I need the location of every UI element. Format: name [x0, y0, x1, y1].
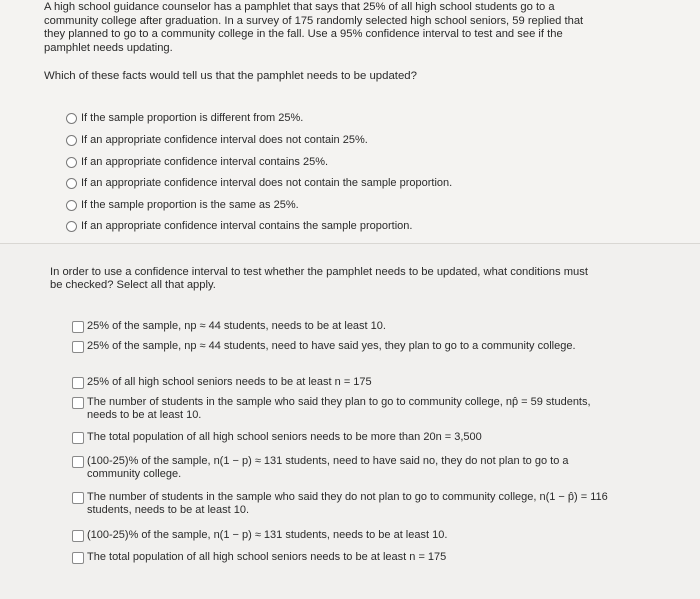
- radio-option-6[interactable]: [66, 220, 412, 233]
- checkbox-icon[interactable]: [72, 432, 84, 444]
- checkbox-option-4[interactable]: [72, 396, 612, 421]
- question-1-panel: [0, 0, 700, 244]
- checkbox-option-8[interactable]: [72, 529, 612, 542]
- question-2-panel: [0, 244, 700, 599]
- radio-option-4[interactable]: [66, 177, 452, 190]
- radio-option-label: If the sample proportion is different from 25%.: [81, 112, 304, 124]
- checkbox-option-label: 25% of all high school seniors needs to be at least n = 175: [87, 376, 372, 388]
- checkbox-icon[interactable]: [72, 377, 84, 389]
- radio-option-label: If an appropriate confidence interval contains 25%.: [81, 156, 329, 168]
- checkbox-option-7[interactable]: [72, 491, 612, 516]
- radio-button-icon[interactable]: [66, 178, 77, 189]
- checkbox-option-label: The total population of all high school seniors needs to be more than 20n = 3,500: [87, 431, 482, 443]
- checkbox-option-3[interactable]: [72, 376, 612, 389]
- checkbox-option-label: (100-25)% of the sample, n(1 − p) ≈ 131 students, needs to be at least 10.: [87, 529, 448, 541]
- checkbox-option-label: 25% of the sample, np ≈ 44 students, needs to be at least 10.: [87, 320, 386, 332]
- radio-option-label: If an appropriate confidence interval does not contain the sample proportion.: [81, 177, 453, 189]
- checkbox-option-label: The total population of all high school seniors needs to be at least n = 175: [87, 551, 447, 563]
- radio-button-icon[interactable]: [66, 157, 77, 168]
- checkbox-option-2[interactable]: [72, 340, 612, 353]
- radio-option-2[interactable]: [66, 134, 368, 147]
- radio-option-3[interactable]: [66, 156, 328, 169]
- checkbox-icon[interactable]: [72, 341, 84, 353]
- radio-button-icon[interactable]: [66, 200, 77, 211]
- radio-option-label: If an appropriate confidence interval does not contain 25%.: [81, 134, 368, 146]
- checkbox-icon[interactable]: [72, 492, 84, 504]
- checkbox-option-label: The number of students in the sample who said they plan to go to community college, np̂ = 59 students, needs to be at least 10.: [87, 396, 591, 421]
- question-2-prompt: In order to use a confidence interval to test whether the pamphlet needs to be updated, what conditions must be checked? Select all that apply.: [50, 266, 588, 291]
- radio-button-icon[interactable]: [66, 113, 77, 124]
- checkbox-option-9[interactable]: [72, 551, 612, 564]
- question-1-intro: A high school guidance counselor has a pamphlet that says that 25% of all high school students go to a community college after graduation. In a survey of 175 randomly selected high school seniors, 59 replied that they planned to go to a community college in the fall. Use a 95% confidence interval to test and see if the pamphlet needs updating.: [44, 1, 584, 54]
- checkbox-option-1[interactable]: [72, 320, 612, 333]
- radio-button-icon[interactable]: [66, 221, 77, 232]
- radio-option-1[interactable]: [66, 112, 303, 125]
- checkbox-icon[interactable]: [72, 530, 84, 542]
- radio-option-5[interactable]: [66, 199, 299, 212]
- question-1-prompt: Which of these facts would tell us that the pamphlet needs to be updated?: [44, 70, 417, 82]
- radio-option-label: If the sample proportion is the same as 25%.: [81, 199, 299, 211]
- checkbox-icon[interactable]: [72, 397, 84, 409]
- checkbox-icon[interactable]: [72, 552, 84, 564]
- radio-button-icon[interactable]: [66, 135, 77, 146]
- radio-option-label: If an appropriate confidence interval contains the sample proportion.: [81, 220, 413, 232]
- checkbox-option-5[interactable]: [72, 431, 612, 444]
- checkbox-option-6[interactable]: [72, 455, 612, 480]
- checkbox-icon[interactable]: [72, 321, 84, 333]
- checkbox-option-label: (100-25)% of the sample, n(1 − p) ≈ 131 students, need to have said no, they do not plan to go to a community college.: [87, 455, 569, 480]
- checkbox-icon[interactable]: [72, 456, 84, 468]
- checkbox-option-label: The number of students in the sample who said they do not plan to go to community college, n(1 − p̂) = 116 students, needs to be at least 10.: [87, 491, 608, 516]
- checkbox-option-label: 25% of the sample, np ≈ 44 students, need to have said yes, they plan to go to a community college.: [87, 340, 576, 352]
